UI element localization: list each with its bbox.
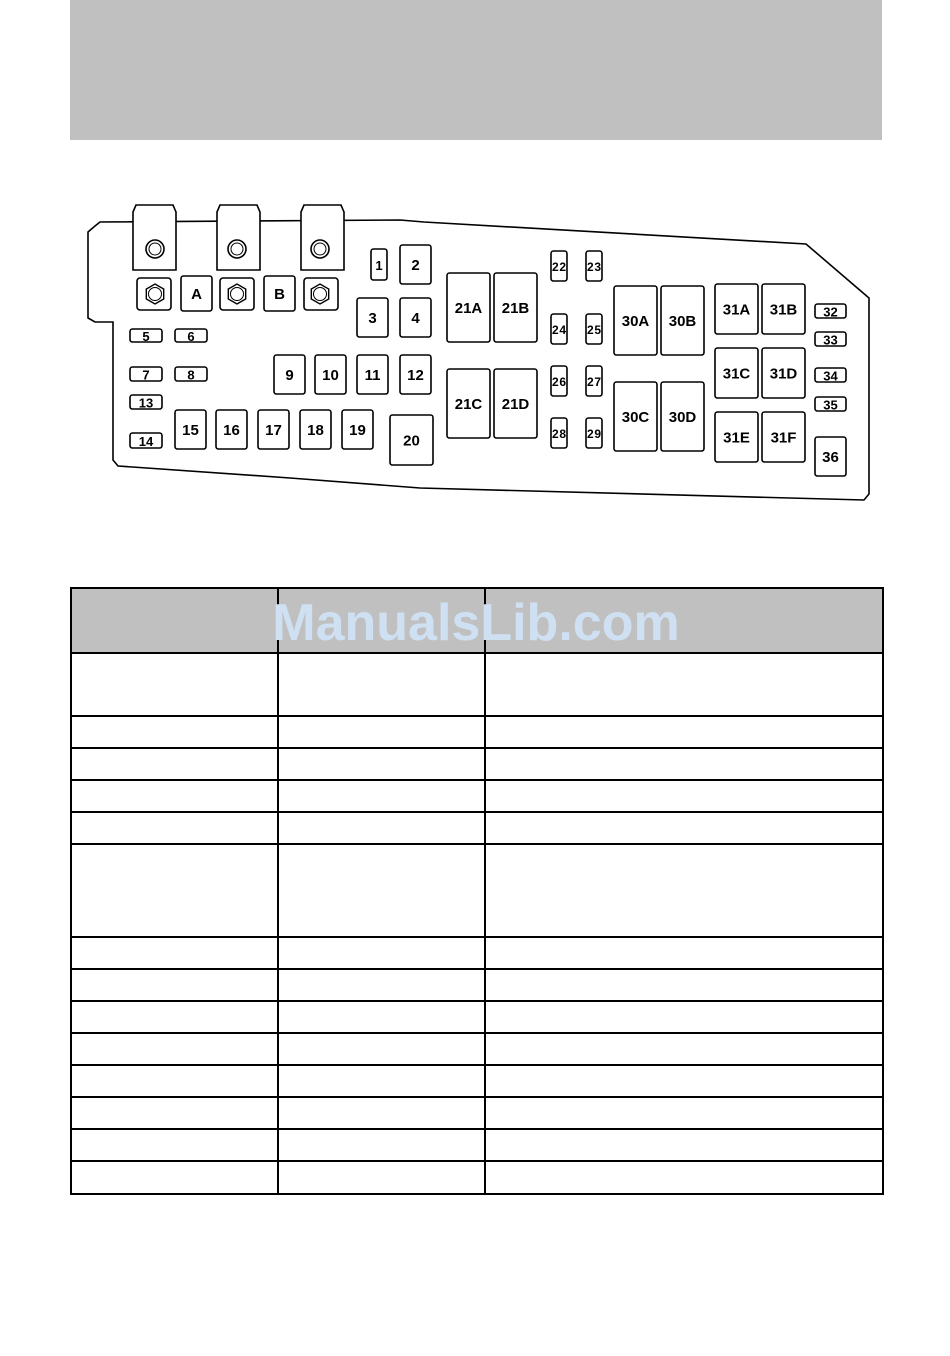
- fuse-16: [216, 410, 247, 449]
- table-row: [71, 1097, 883, 1129]
- fuse-21a: [447, 273, 490, 342]
- fuse-31f: [762, 412, 805, 462]
- table-cell: [485, 1097, 883, 1129]
- fuse-11: [357, 355, 388, 394]
- table-cell: [278, 716, 485, 748]
- fuse-21c: [447, 369, 490, 438]
- fuse-label: 25: [587, 323, 601, 337]
- fuse-30c: [614, 382, 657, 451]
- table-cell: [485, 780, 883, 812]
- fuse-label: 1: [375, 258, 383, 273]
- fuse-label: 8: [187, 367, 195, 383]
- table-cell: [485, 844, 883, 937]
- fuse-6: [175, 329, 207, 344]
- fuse-label: 20: [403, 432, 420, 450]
- fuse-21b: [494, 273, 537, 342]
- table-cell: [485, 653, 883, 716]
- table-row: [71, 812, 883, 844]
- fuse-1: [371, 249, 387, 280]
- fuse-17: [258, 410, 289, 449]
- fuse-label: 31A: [722, 301, 751, 319]
- fuse-35: [815, 397, 846, 413]
- table-cell: [485, 748, 883, 780]
- terminal-tab: [133, 205, 176, 270]
- fuse-label: 31E: [723, 429, 750, 447]
- fuse-15: [175, 410, 206, 449]
- table-cell: [71, 1001, 278, 1033]
- fuse-table-container: [70, 587, 882, 1264]
- table-cell: [71, 716, 278, 748]
- terminal-tab: [301, 205, 344, 270]
- fuse-26: [551, 366, 567, 396]
- table-cell: [485, 1129, 883, 1161]
- fuse-label: 36: [822, 449, 839, 466]
- fuse-label: 34: [823, 368, 838, 384]
- fuse-label: 28: [552, 427, 566, 441]
- table-row: [71, 1065, 883, 1097]
- fuse-label: 30C: [621, 409, 650, 426]
- fuse-label: 19: [349, 422, 366, 439]
- table-row: [71, 653, 883, 716]
- fuse-label: 33: [823, 332, 838, 348]
- table-cell: [278, 969, 485, 1001]
- fuse-25: [586, 314, 602, 344]
- table-row: [71, 1161, 883, 1194]
- fuse-label: 10: [322, 367, 339, 384]
- fuse-label: 24: [552, 323, 566, 337]
- fuse-label: 26: [552, 375, 566, 389]
- table-cell: [278, 653, 485, 716]
- fuse-31e: [715, 412, 758, 462]
- fuse-label: 30A: [621, 313, 650, 330]
- fuse-34: [815, 368, 846, 384]
- fuse-3: [357, 298, 388, 337]
- table-cell: [485, 969, 883, 1001]
- table-cell: [278, 1161, 485, 1194]
- table-cell: [278, 1129, 485, 1161]
- table-cell: [485, 937, 883, 969]
- table-cell: [71, 780, 278, 812]
- fuse-label: 6: [187, 329, 195, 344]
- fuse-label: 11: [364, 367, 381, 384]
- table-cell: [71, 969, 278, 1001]
- fuse-29: [586, 418, 602, 448]
- fuse-24: [551, 314, 567, 344]
- fuse-32: [815, 304, 846, 320]
- fuse-label: 12: [407, 367, 424, 384]
- fuse-13: [130, 395, 162, 411]
- table-cell: [278, 1097, 485, 1129]
- table-row: [71, 1129, 883, 1161]
- fuse-label: 15: [182, 422, 199, 439]
- fuse-label: 30D: [668, 409, 697, 426]
- fuse-label: 16: [223, 422, 240, 439]
- table-cell: [71, 653, 278, 716]
- fuse-label: 31D: [769, 365, 798, 383]
- fuse-label: 31F: [770, 429, 797, 447]
- table-row: [71, 1033, 883, 1065]
- table-cell: [278, 1033, 485, 1065]
- terminal-tab: [217, 205, 260, 270]
- table-cell: [278, 748, 485, 780]
- fuse-label: 31C: [722, 365, 751, 383]
- header-cell-fuse-rating: [278, 588, 485, 653]
- table-row: [71, 748, 883, 780]
- table-cell: [485, 1033, 883, 1065]
- table-row: [71, 1001, 883, 1033]
- fuse-label: B: [274, 286, 285, 303]
- fuse-label: 17: [265, 422, 282, 439]
- fuse-label: 29: [587, 427, 601, 441]
- fuse-12: [400, 355, 431, 394]
- fuse-33: [815, 332, 846, 348]
- fuse-label: 3: [368, 310, 377, 327]
- table-cell: [71, 1033, 278, 1065]
- fuse-label: 18: [307, 422, 324, 439]
- table-cell: [71, 1129, 278, 1161]
- fuse-label: 35: [823, 397, 838, 413]
- fuse-5: [130, 329, 162, 344]
- table-cell: [278, 780, 485, 812]
- fuse-a: [181, 276, 212, 311]
- fuse-30a: [614, 286, 657, 355]
- header-cell-protected-circuits: [485, 588, 883, 653]
- fuse-14: [130, 433, 162, 449]
- table-cell: [278, 1065, 485, 1097]
- fuse-label: 21C: [454, 396, 483, 413]
- fuse-label: 21A: [454, 300, 483, 317]
- fuse-19: [342, 410, 373, 449]
- table-cell: [485, 1065, 883, 1097]
- fuse-table: [70, 587, 884, 1195]
- table-row: [71, 969, 883, 1001]
- fuse-label: 9: [285, 367, 294, 384]
- fuse-30b: [661, 286, 704, 355]
- table-cell: [485, 1001, 883, 1033]
- fuse-label: 14: [138, 434, 154, 449]
- table-cell: [71, 937, 278, 969]
- terminal-stud-2: [217, 205, 260, 310]
- fuse-31b: [762, 284, 805, 334]
- table-row: [71, 844, 883, 937]
- fuse-label: 5: [142, 329, 150, 344]
- fuse-label: 32: [823, 304, 838, 320]
- fuse-20: [390, 415, 433, 465]
- table-cell: [278, 937, 485, 969]
- table-cell: [71, 1097, 278, 1129]
- fuse-28: [551, 418, 567, 448]
- table-cell: [71, 844, 278, 937]
- table-cell: [278, 1001, 485, 1033]
- fuse-21d: [494, 369, 537, 438]
- table-cell: [485, 716, 883, 748]
- table-cell: [278, 844, 485, 937]
- fuse-18: [300, 410, 331, 449]
- fuse-36: [815, 437, 846, 476]
- table-cell: [71, 1065, 278, 1097]
- fuse-box-diagram: [0, 0, 950, 560]
- fuse-label: A: [191, 286, 202, 303]
- fuse-31a: [715, 284, 758, 334]
- table-cell: [485, 812, 883, 844]
- table-row: [71, 716, 883, 748]
- fuse-label: 21D: [501, 396, 530, 413]
- fuse-8: [175, 367, 207, 383]
- table-cell: [485, 1161, 883, 1194]
- fuse-10: [315, 355, 346, 394]
- fuse-30d: [661, 382, 704, 451]
- fuse-label: 13: [138, 395, 154, 411]
- fuse-31d: [762, 348, 805, 398]
- table-header-row: [71, 588, 883, 653]
- table-row: [71, 780, 883, 812]
- table-cell: [71, 812, 278, 844]
- fuse-27: [586, 366, 602, 396]
- fuse-label: 30B: [668, 313, 697, 330]
- fuse-4: [400, 298, 431, 337]
- fuse-31c: [715, 348, 758, 398]
- fuse-7: [130, 367, 162, 383]
- fuse-b: [264, 276, 295, 311]
- table-cell: [71, 1161, 278, 1194]
- fuse-label: 4: [411, 310, 420, 327]
- fuse-22: [551, 251, 567, 281]
- fuse-23: [586, 251, 602, 281]
- fuse-label: 27: [587, 375, 601, 389]
- fuse-label: 23: [587, 260, 601, 274]
- watermark: ManualsLib.com: [272, 594, 680, 652]
- fuse-label: 21B: [501, 300, 530, 317]
- fuse-label: 7: [142, 367, 150, 383]
- terminal-stud-3: [301, 205, 344, 310]
- header-cell-fuse-location: [71, 588, 278, 653]
- fuse-label: 31B: [769, 301, 798, 319]
- terminal-stud-1: [133, 205, 176, 310]
- fuse-9: [274, 355, 305, 394]
- fuse-label: 2: [411, 257, 420, 274]
- table-row: [71, 937, 883, 969]
- fuse-2: [400, 245, 431, 284]
- table-cell: [278, 812, 485, 844]
- table-cell: [71, 748, 278, 780]
- fuse-label: 22: [552, 260, 566, 274]
